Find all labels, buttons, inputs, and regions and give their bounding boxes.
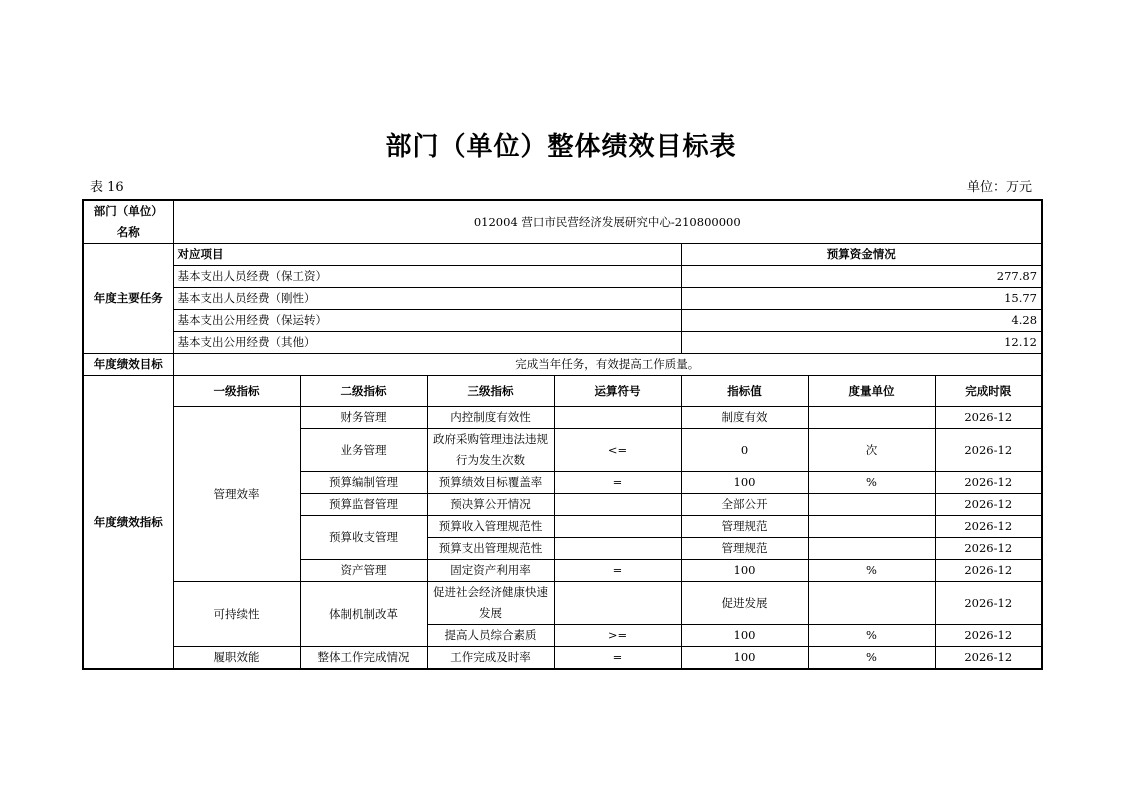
l3-cell: 促进社会经济健康快速发展 xyxy=(427,582,554,625)
l2-budget-supervision: 预算监督管理 xyxy=(300,494,427,516)
deadline-cell: 2026-12 xyxy=(935,647,1042,670)
dept-name: 012004 营口市民营经济发展研究中心-210800000 xyxy=(173,200,1042,244)
dept-label-line2: 名称 xyxy=(116,225,140,239)
header-unit: 度量单位 xyxy=(808,376,935,407)
unit-cell xyxy=(808,516,935,538)
value-cell: 全部公开 xyxy=(681,494,808,516)
operator-cell xyxy=(554,494,681,516)
l2-budget-preparation: 预算编制管理 xyxy=(300,472,427,494)
deadline-cell: 2026-12 xyxy=(935,407,1042,429)
deadline-cell: 2026-12 xyxy=(935,625,1042,647)
value-cell: 促进发展 xyxy=(681,582,808,625)
value-cell: 100 xyxy=(681,625,808,647)
deadline-cell: 2026-12 xyxy=(935,538,1042,560)
l3-cell: 政府采购管理违法违规行为发生次数 xyxy=(427,429,554,472)
l3-cell: 预算收入管理规范性 xyxy=(427,516,554,538)
unit-cell: % xyxy=(808,472,935,494)
operator-cell: = xyxy=(554,560,681,582)
tasks-label: 年度主要任务 xyxy=(83,244,173,354)
task-row xyxy=(83,310,1042,332)
task-amount: 15.77 xyxy=(681,288,1042,310)
value-cell: 100 xyxy=(681,647,808,670)
l1-management-efficiency: 管理效率 xyxy=(173,407,300,582)
operator-cell xyxy=(554,582,681,625)
l2-finance-management: 财务管理 xyxy=(300,407,427,429)
header-l3: 三级指标 xyxy=(427,376,554,407)
l2-asset-management: 资产管理 xyxy=(300,560,427,582)
page-title: 部门（单位）整体绩效目标表 xyxy=(385,132,737,162)
task-row xyxy=(83,288,1042,310)
unit-cell: % xyxy=(808,625,935,647)
task-row xyxy=(83,332,1042,354)
l1-duty-effectiveness: 履职效能 xyxy=(173,647,300,670)
l3-cell: 内控制度有效性 xyxy=(427,407,554,429)
deadline-cell: 2026-12 xyxy=(935,560,1042,582)
indicator-row xyxy=(83,582,1042,625)
unit-label: 单位：万元 xyxy=(966,180,1032,195)
deadline-cell: 2026-12 xyxy=(935,516,1042,538)
l3-cell: 固定资产利用率 xyxy=(427,560,554,582)
l2-overall-completion: 整体工作完成情况 xyxy=(300,647,427,670)
l2-institutional-reform: 体制机制改革 xyxy=(300,582,427,647)
operator-cell xyxy=(554,516,681,538)
operator-cell: >= xyxy=(554,625,681,647)
goal-value: 完成当年任务，有效提高工作质量。 xyxy=(173,354,1042,376)
value-cell: 0 xyxy=(681,429,808,472)
indicator-header-row xyxy=(83,376,1042,407)
dept-row xyxy=(83,200,1042,244)
tasks-header-row xyxy=(83,244,1042,266)
header-l1: 一级指标 xyxy=(173,376,300,407)
dept-label xyxy=(83,200,173,244)
task-item: 基本支出公用经费（其他） xyxy=(173,332,681,354)
value-cell: 管理规范 xyxy=(681,538,808,560)
task-item: 基本支出人员经费（刚性） xyxy=(173,288,681,310)
l3-cell: 工作完成及时率 xyxy=(427,647,554,670)
header-l2: 二级指标 xyxy=(300,376,427,407)
l3-cell: 预决算公开情况 xyxy=(427,494,554,516)
task-item: 基本支出人员经费（保工资） xyxy=(173,266,681,288)
operator-cell: <= xyxy=(554,429,681,472)
unit-cell xyxy=(808,582,935,625)
header-operator: 运算符号 xyxy=(554,376,681,407)
task-amount: 12.12 xyxy=(681,332,1042,354)
header-deadline: 完成时限 xyxy=(935,376,1042,407)
unit-cell: 次 xyxy=(808,429,935,472)
deadline-cell: 2026-12 xyxy=(935,429,1042,472)
goal-label: 年度绩效目标 xyxy=(83,354,173,376)
l3-cell: 预算绩效目标覆盖率 xyxy=(427,472,554,494)
value-cell: 管理规范 xyxy=(681,516,808,538)
unit-cell xyxy=(808,407,935,429)
l3-cell: 预算支出管理规范性 xyxy=(427,538,554,560)
operator-cell: = xyxy=(554,647,681,670)
performance-table xyxy=(82,199,1043,670)
indicators-label: 年度绩效指标 xyxy=(83,376,173,670)
unit-cell: % xyxy=(808,647,935,670)
l1-sustainability: 可持续性 xyxy=(173,582,300,647)
task-row xyxy=(83,266,1042,288)
l3-cell: 提高人员综合素质 xyxy=(427,625,554,647)
unit-cell: % xyxy=(808,560,935,582)
value-cell: 100 xyxy=(681,560,808,582)
goal-row xyxy=(83,354,1042,376)
tasks-col-budget: 预算资金情况 xyxy=(681,244,1042,266)
l2-budget-revenue-expense: 预算收支管理 xyxy=(300,516,427,560)
operator-cell: = xyxy=(554,472,681,494)
deadline-cell: 2026-12 xyxy=(935,472,1042,494)
header-value: 指标值 xyxy=(681,376,808,407)
unit-cell xyxy=(808,494,935,516)
tasks-col-project: 对应项目 xyxy=(173,244,681,266)
operator-cell xyxy=(554,407,681,429)
l2-business-management: 业务管理 xyxy=(300,429,427,472)
task-item: 基本支出公用经费（保运转） xyxy=(173,310,681,332)
operator-cell xyxy=(554,538,681,560)
indicator-row xyxy=(83,647,1042,670)
task-amount: 4.28 xyxy=(681,310,1042,332)
value-cell: 100 xyxy=(681,472,808,494)
dept-label-line1: 部门（单位） xyxy=(93,204,163,218)
unit-cell xyxy=(808,538,935,560)
value-cell: 制度有效 xyxy=(681,407,808,429)
deadline-cell: 2026-12 xyxy=(935,582,1042,625)
task-amount: 277.87 xyxy=(681,266,1042,288)
deadline-cell: 2026-12 xyxy=(935,494,1042,516)
indicator-row xyxy=(83,407,1042,429)
table-number: 表 16 xyxy=(90,180,124,195)
